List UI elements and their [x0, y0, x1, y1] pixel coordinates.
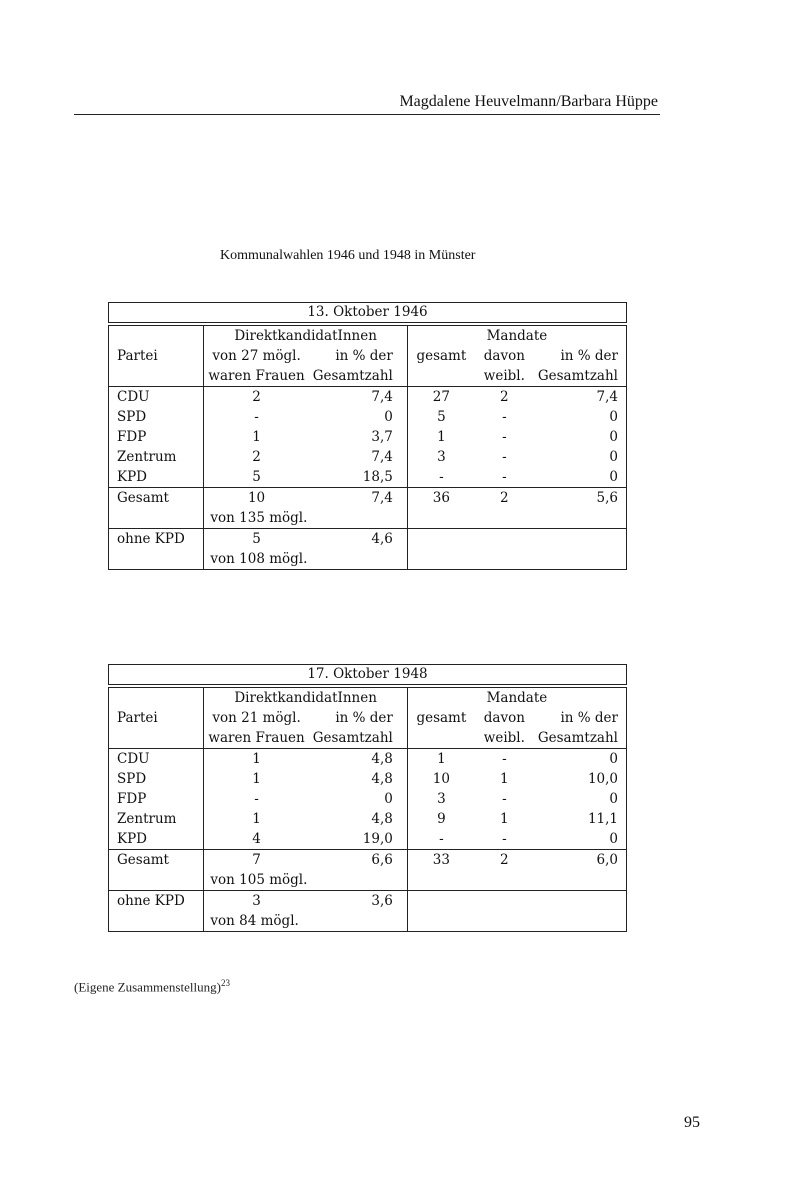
header-cell — [109, 688, 204, 709]
candidates-women: 1 — [204, 809, 309, 829]
candidates-women: 2 — [204, 447, 309, 467]
candidates-pct: 0 — [309, 789, 408, 809]
total-mandates-women: 2 — [500, 852, 509, 868]
mandates-total: 9 — [437, 811, 446, 827]
party-name: KPD — [109, 467, 204, 488]
ohne-label: ohne KPD — [109, 891, 204, 912]
header-cell — [407, 728, 475, 749]
ohne-kpd-row — [109, 891, 627, 912]
candidates-pct: 7,4 — [309, 447, 408, 467]
mandates-pct: 0 — [534, 407, 627, 427]
mandates-women: 1 — [500, 771, 509, 787]
header-weibl: weibl. — [483, 730, 525, 746]
mandates-total: - — [439, 831, 444, 847]
candidates-women: 5 — [204, 467, 309, 488]
header-gesamtzahl: Gesamtzahl — [309, 728, 408, 749]
header-von-moegl: von 27 mögl. — [204, 346, 309, 366]
table-row — [109, 809, 627, 829]
mandates-total: 3 — [437, 449, 446, 465]
candidates-women: - — [204, 789, 309, 809]
total-women: 10 — [204, 488, 309, 509]
header-direkt: DirektkandidatInnen — [204, 688, 407, 709]
table-row — [109, 789, 627, 809]
candidates-pct: 0 — [309, 407, 408, 427]
total-row — [109, 488, 627, 509]
party-name: SPD — [109, 769, 204, 789]
header-gesamt: gesamt — [416, 348, 467, 364]
mandates-pct: 7,4 — [534, 387, 627, 408]
mandates-women: 1 — [500, 811, 509, 827]
party-name: SPD — [109, 407, 204, 427]
candidates-pct: 19,0 — [309, 829, 408, 850]
mandates-total: 3 — [437, 791, 446, 807]
mandates-pct: 11,1 — [534, 809, 627, 829]
ohne-sub: von 108 mögl. — [204, 549, 407, 570]
total-label: Gesamt — [109, 488, 204, 509]
data-table — [108, 687, 627, 932]
mandates-women: - — [502, 409, 507, 425]
candidates-women: 1 — [204, 427, 309, 447]
mandates-total: 10 — [432, 771, 450, 787]
header-waren-frauen: waren Frauen — [204, 728, 309, 749]
mandates-women: - — [502, 791, 507, 807]
source-note-text: (Eigene Zusammenstellung) — [74, 979, 221, 995]
party-name: Zentrum — [109, 447, 204, 467]
header-in-pct: in % der — [309, 708, 408, 728]
source-note — [74, 978, 230, 995]
mandates-women: - — [502, 429, 507, 445]
mandates-women: - — [502, 831, 507, 847]
table-row — [109, 447, 627, 467]
mandates-women: 2 — [500, 389, 509, 405]
ohne-label-cont — [109, 911, 204, 932]
total-pct: 6,6 — [309, 850, 408, 871]
mandates-pct: 10,0 — [534, 769, 627, 789]
total-pct: 7,4 — [309, 488, 408, 509]
total-label-cont — [109, 870, 204, 891]
header-von-moegl: von 21 mögl. — [204, 708, 309, 728]
candidates-women: 1 — [204, 749, 309, 770]
total-mandates-pct: 6,0 — [534, 850, 627, 871]
data-table — [108, 325, 627, 570]
header-in-pct-m: in % der — [534, 708, 627, 728]
table-row — [109, 427, 627, 447]
mandates-total: - — [439, 469, 444, 485]
candidates-pct: 3,7 — [309, 427, 408, 447]
table-caption: Kommunalwahlen 1946 und 1948 in Münster — [220, 248, 476, 263]
header-cell — [109, 728, 204, 749]
table-row — [109, 407, 627, 427]
party-name: FDP — [109, 789, 204, 809]
header-partei: Partei — [109, 708, 204, 728]
candidates-women: 2 — [204, 387, 309, 408]
total-mandates-pct: 5,6 — [534, 488, 627, 509]
table-row — [109, 387, 627, 408]
candidates-women: - — [204, 407, 309, 427]
header-waren-frauen: waren Frauen — [204, 366, 309, 387]
header-cell — [407, 366, 475, 387]
header-in-pct-m: in % der — [534, 346, 627, 366]
blank-cell — [407, 870, 626, 891]
mandates-pct: 0 — [534, 447, 627, 467]
table-title: 13. Oktober 1946 — [108, 302, 627, 323]
header-authors: Magdalene Heuvelmann/Barbara Hüppe — [399, 93, 658, 110]
header-cell — [109, 326, 204, 347]
table-title: 17. Oktober 1948 — [108, 664, 627, 685]
header-partei: Partei — [109, 346, 204, 366]
mandates-women: - — [502, 751, 507, 767]
total-mandates-women: 2 — [500, 490, 509, 506]
total-row — [109, 850, 627, 871]
total-mandates: 33 — [432, 852, 450, 868]
header-gesamtzahl: Gesamtzahl — [309, 366, 408, 387]
blank-cell — [407, 529, 626, 550]
header-mandate: Mandate — [407, 688, 626, 709]
candidates-pct: 4,8 — [309, 769, 408, 789]
ohne-sub: von 84 mögl. — [204, 911, 407, 932]
candidates-women: 1 — [204, 769, 309, 789]
total-women: 7 — [204, 850, 309, 871]
party-name: CDU — [109, 749, 204, 770]
party-name: Zentrum — [109, 809, 204, 829]
header-gesamt: gesamt — [416, 710, 467, 726]
party-name: KPD — [109, 829, 204, 850]
header-weibl: weibl. — [483, 368, 525, 384]
header-cell — [109, 366, 204, 387]
mandates-total: 27 — [432, 389, 450, 405]
header-davon: davon — [483, 710, 525, 726]
header-gesamtzahl-m: Gesamtzahl — [534, 366, 627, 387]
header-gesamtzahl-m: Gesamtzahl — [534, 728, 627, 749]
candidates-pct: 4,8 — [309, 749, 408, 770]
footnote-ref: 23 — [220, 978, 230, 988]
ohne-kpd-row — [109, 529, 627, 550]
mandates-pct: 0 — [534, 789, 627, 809]
mandates-women: - — [502, 469, 507, 485]
table-row — [109, 829, 627, 850]
party-name: FDP — [109, 427, 204, 447]
ohne-pct: 4,6 — [309, 529, 408, 550]
ohne-pct: 3,6 — [309, 891, 408, 912]
mandates-pct: 0 — [534, 467, 627, 488]
total-sub: von 105 mögl. — [204, 870, 407, 891]
party-name: CDU — [109, 387, 204, 408]
mandates-total: 1 — [437, 429, 446, 445]
table-row — [109, 467, 627, 488]
mandates-pct: 0 — [534, 749, 627, 770]
total-label: Gesamt — [109, 850, 204, 871]
ohne-women: 5 — [204, 529, 309, 550]
blank-cell — [407, 508, 626, 529]
table-row — [109, 749, 627, 770]
mandates-total: 5 — [437, 409, 446, 425]
header-in-pct: in % der — [309, 346, 408, 366]
mandates-pct: 0 — [534, 427, 627, 447]
blank-cell — [407, 911, 626, 932]
candidates-pct: 7,4 — [309, 387, 408, 408]
mandates-pct: 0 — [534, 829, 627, 850]
candidates-pct: 4,8 — [309, 809, 408, 829]
total-sub: von 135 mögl. — [204, 508, 407, 529]
mandates-women: - — [502, 449, 507, 465]
mandates-total: 1 — [437, 751, 446, 767]
ohne-label: ohne KPD — [109, 529, 204, 550]
header-direkt: DirektkandidatInnen — [204, 326, 407, 347]
candidates-women: 4 — [204, 829, 309, 850]
header-davon: davon — [483, 348, 525, 364]
table-row — [109, 769, 627, 789]
total-label-cont — [109, 508, 204, 529]
ohne-women: 3 — [204, 891, 309, 912]
running-header — [74, 92, 660, 115]
blank-cell — [407, 891, 626, 912]
candidates-pct: 18,5 — [309, 467, 408, 488]
blank-cell — [407, 549, 626, 570]
ohne-label-cont — [109, 549, 204, 570]
page-number: 95 — [684, 1114, 700, 1131]
total-mandates: 36 — [432, 490, 450, 506]
header-mandate: Mandate — [407, 326, 626, 347]
